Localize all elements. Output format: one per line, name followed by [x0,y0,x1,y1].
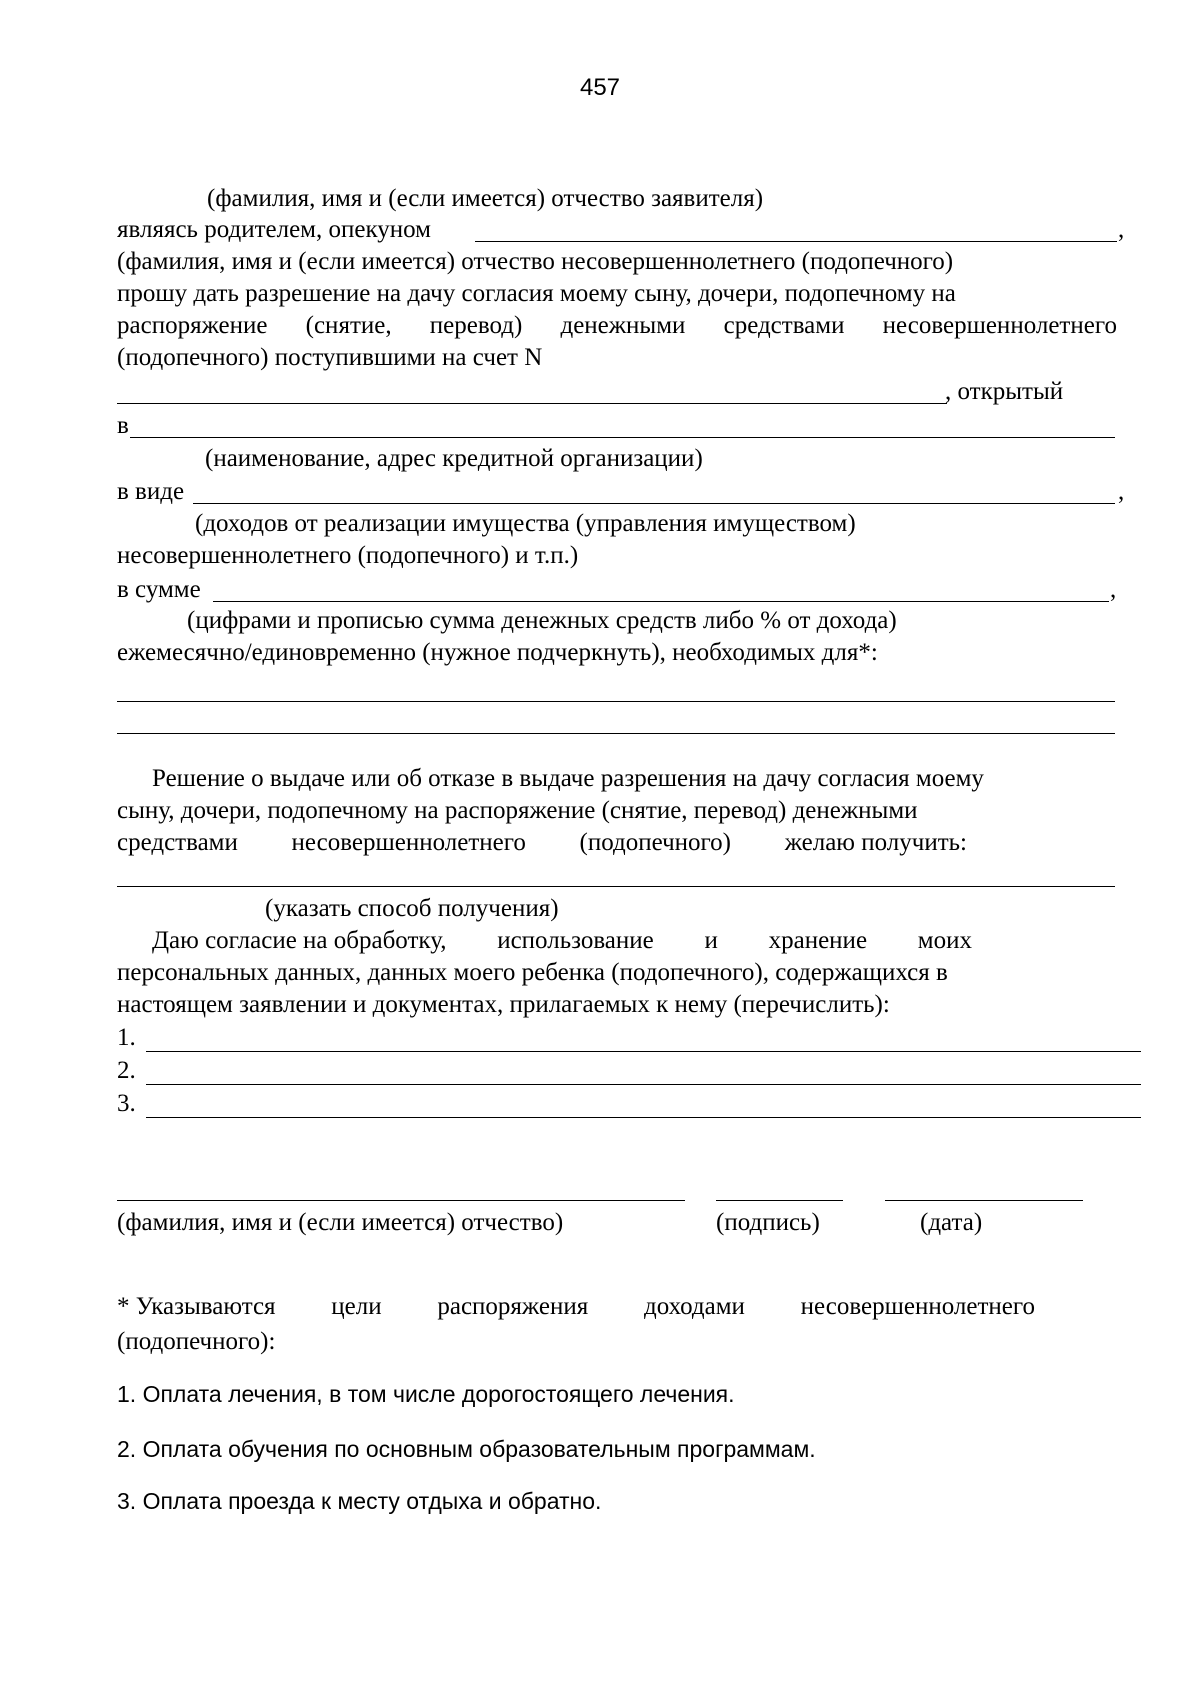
consent-word: моих [917,927,972,954]
decision-line-2: сыну, дочери, подопечному на распоряжение (снятие, перевод) денежными [117,797,918,824]
bank-field[interactable] [130,437,1115,438]
footnote-item: 2. Оплата обучения по основным образовательным программам. [117,1436,816,1462]
comma-mark: , [1118,478,1125,505]
request-word: денежными [560,312,686,339]
page-number: 457 [579,74,621,101]
request-word: перевод) [429,312,523,339]
decision-line-1: Решение о выдаче или об отказе в выдаче разрешения на дачу согласия моему [152,765,984,792]
account-number-field[interactable] [117,403,947,404]
comma-mark: , [1118,216,1125,243]
request-word: распоряжение [117,312,268,339]
date-caption: (дата) [920,1209,983,1236]
document-item-field-3[interactable] [146,1117,1141,1118]
date-field[interactable] [885,1200,1083,1201]
amount-field[interactable] [213,601,1109,602]
footnote-word: распоряжения [437,1293,589,1320]
signature-field[interactable] [716,1200,843,1201]
request-word: средствами [723,312,845,339]
decision-word: (подопечного) [579,829,732,856]
footnote-word: несовершеннолетнего [800,1293,1035,1320]
in-label: в [117,412,129,439]
footnote-line-1 [117,1291,1035,1323]
footnote-word: доходами [643,1293,745,1320]
footnote-word: цели [331,1293,382,1320]
document-item-number: 1. [117,1024,136,1051]
comma-mark: , [1110,576,1117,603]
footnote-item: 3. Оплата проезда к месту отдыха и обратно. [117,1488,602,1514]
signer-name-field[interactable] [117,1200,685,1201]
bank-caption: (наименование, адрес кредитной организации) [205,445,703,472]
request-word: несовершеннолетнего [882,312,1117,339]
request-line-3: (подопечного) поступившими на счет N [117,344,543,371]
amount-label: в сумме [117,576,201,603]
frequency-line: ежемесячно/единовременно (нужное подчеркнуть), необходимых для*: [117,639,878,666]
request-word: (снятие, [305,312,392,339]
purpose-field-2[interactable] [117,733,1115,734]
decision-word: несовершеннолетнего [291,829,526,856]
income-form-field[interactable] [193,503,1115,504]
footnote-line-2: (подопечного): [117,1328,276,1355]
purpose-field-1[interactable] [117,701,1115,702]
consent-line-3: настоящем заявлении и документах, прилагаемых к нему (перечислить): [117,991,890,1018]
income-caption-line-1: (доходов от реализации имущества (управления имуществом) [195,510,856,537]
decision-word: средствами [117,829,238,856]
consent-line-2: персональных данных, данных моего ребенка (подопечного), содержащихся в [117,959,948,986]
consent-word: и [704,927,718,954]
amount-caption: (цифрами и прописью сумма денежных средств либо % от дохода) [187,607,897,634]
minor-caption: (фамилия, имя и (если имеется) отчество несовершеннолетнего (подопечного) [117,248,954,275]
request-line-2 [117,310,1117,342]
document-item-field-1[interactable] [146,1051,1141,1052]
consent-line-1 [152,925,972,957]
income-caption-line-2: несовершеннолетнего (подопечного) и т.п.) [117,542,579,569]
applicant-caption: (фамилия, имя и (если имеется) отчество заявителя) [207,185,764,212]
decision-line-3 [117,827,967,859]
footnote-word: * Указываются [117,1293,276,1320]
document-item-field-2[interactable] [146,1084,1141,1085]
in-form-label: в виде [117,478,185,505]
request-line-1: прошу дать разрешение на дачу согласия моему сыну, дочери, подопечному на [117,280,956,307]
document-item-number: 3. [117,1090,136,1117]
signature-caption: (подпись) [716,1209,820,1236]
footnote-item: 1. Оплата лечения, в том числе дорогостоящего лечения. [117,1381,735,1407]
decision-word: желаю получить: [784,829,967,856]
signer-name-caption: (фамилия, имя и (если имеется) отчество) [117,1209,564,1236]
consent-word: использование [497,927,654,954]
minor-name-field[interactable] [475,241,1117,242]
consent-word: Даю согласие на обработку, [152,927,447,954]
opened-label: , открытый [945,378,1064,405]
consent-word: хранение [768,927,868,954]
parent-guardian-label: являясь родителем, опекуном [117,216,431,243]
method-caption: (указать способ получения) [265,895,559,922]
receipt-method-field[interactable] [117,886,1115,887]
document-item-number: 2. [117,1057,136,1084]
